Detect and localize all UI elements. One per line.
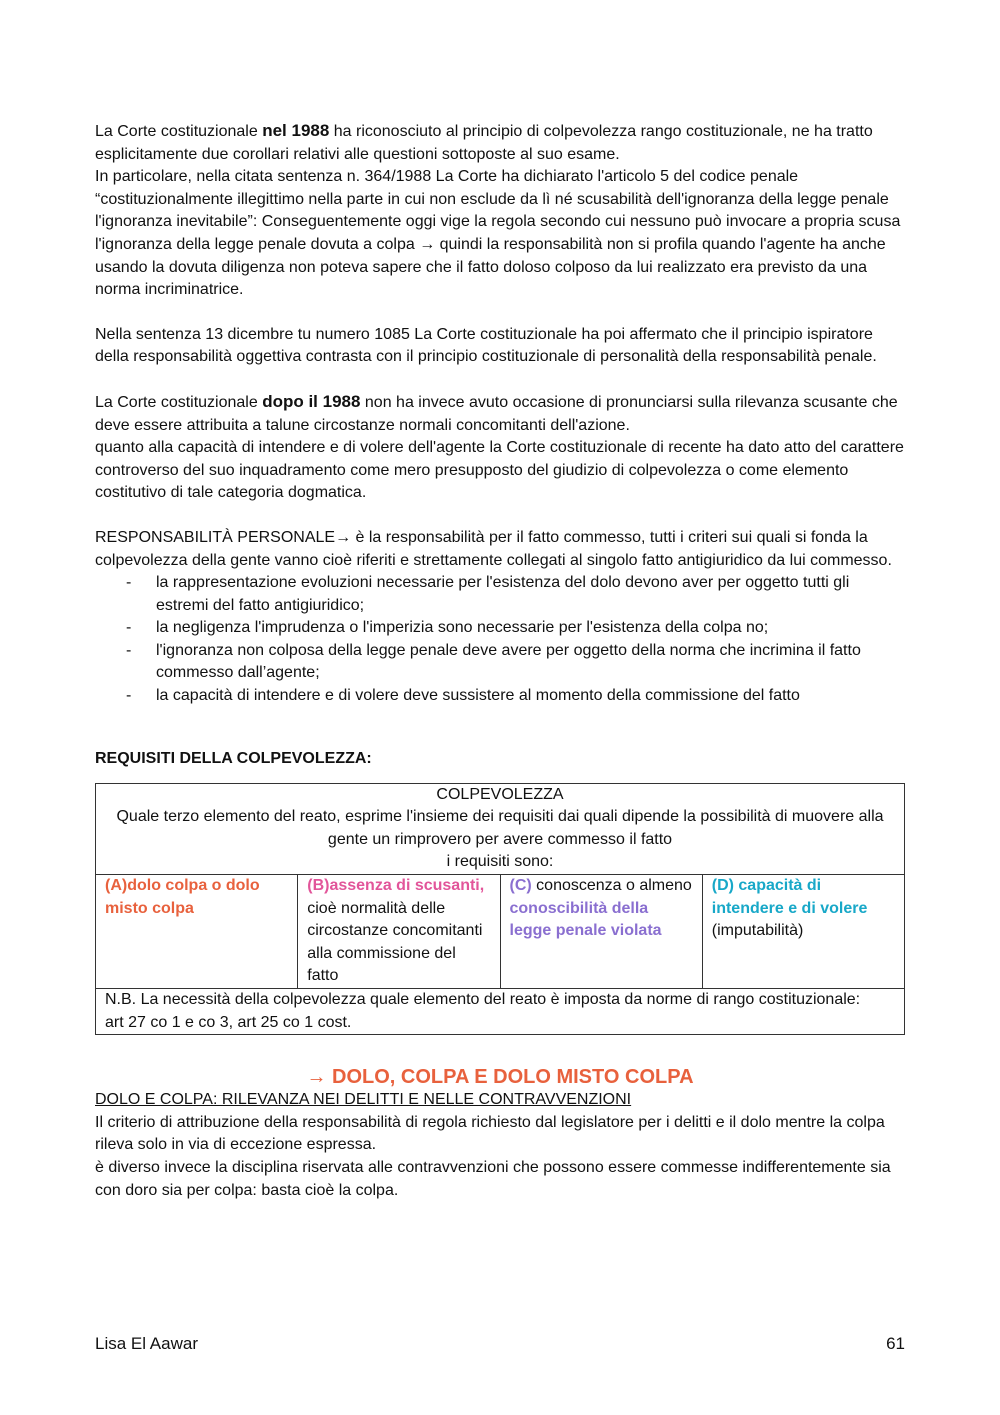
arrow-icon: → <box>419 235 436 253</box>
page-number: 61 <box>886 1334 905 1353</box>
table-row <box>96 989 905 1035</box>
text: (imputabilità) <box>711 922 804 940</box>
requisito-c: conoscibilità della legge penale violata <box>509 899 662 940</box>
nb-articles: art 27 co 1 e co 3, art 25 co 1 cost. <box>105 1013 352 1031</box>
dash-marker: - <box>126 641 132 659</box>
paragraph-responsabilita-personale <box>95 527 905 572</box>
list-item-text: la capacità di intendere e di volere deve sussistere al momento della commissione del fatto <box>156 687 800 705</box>
text: In particolare, nella citata sentenza n. 364/1988 La Corte ha dichiarato l'articolo 5 del codice penale “costituzionalmente illegittimo nella parte in cui non esclude da lì né scusabilità dell'ignoranza della legge penale l'ignoranza inevitabile”: Conseguentemente oggi vige la regola secondo cui nessuno può invocare a propria scusa l'ignoranza della legge penale dovuta a colpa <box>95 168 901 253</box>
text: La Corte costituzionale <box>95 123 263 140</box>
text: RESPONSABILITÀ PERSONALE <box>95 528 336 546</box>
text: La Corte costituzionale <box>95 393 263 411</box>
cell-imputabilita <box>702 875 904 989</box>
document-body <box>95 120 905 1202</box>
requisiti-title: REQUISITI DELLA COLPEVOLEZZA: <box>95 749 372 767</box>
paragraph-corte-1988 <box>95 120 905 166</box>
text: non ha invece avuto occasione di pronunciarsi sulla rilevanza scusante che deve essere attribuita a talune circostanze normali concomitanti dell'azione. <box>95 393 898 434</box>
table-row <box>96 875 905 989</box>
list-item <box>95 617 905 640</box>
table-row <box>96 783 905 874</box>
section-heading-text: DOLO, COLPA E DOLO MISTO COLPA <box>326 1066 694 1089</box>
requisito-b: (B)assenza di scusanti, <box>307 877 485 895</box>
table-head-title: COLPEVOLEZZA <box>436 785 564 803</box>
text: ha riconosciuto al principio di colpevolezza rango costituzionale, ne ha tratto esplicitamente due corollari relativi alle questioni sottoposte al suo esame. <box>95 123 873 163</box>
cell-scusanti <box>298 875 500 989</box>
criteria-list <box>95 572 905 708</box>
paragraph-sentenza-1085: Nella sentenza 13 dicembre tu numero 1085 La Corte costituzionale ha poi affermato che il principio ispiratore della responsabilità oggettiva contrasta con il principio costituzionale di personalità della responsabilità penale. <box>95 325 877 366</box>
table-header-cell <box>96 783 905 874</box>
paragraph-dopo-1988 <box>95 391 905 437</box>
list-item <box>95 685 905 708</box>
dash-marker: - <box>126 619 132 637</box>
text: quindi la responsabilità non si profila quando l'agente ha anche usando la dovuta diligenza non poteva sapere che il fatto doloso colposo da lui realizzato era previsto da una norma incriminatrice. <box>95 235 886 299</box>
list-item <box>95 572 905 617</box>
requisiti-table <box>95 783 905 1036</box>
table-head-desc: Quale terzo elemento del reato, esprime l'insieme dei requisiti dai quali dipende la possibilità di muovere alla gente un rimprovero per avere commesso il fatto <box>116 808 884 848</box>
list-item <box>95 640 905 685</box>
table-head-sub: i requisiti sono: <box>446 853 554 871</box>
list-item-text: la rappresentazione evoluzioni necessarie per l'esistenza del dolo devono aver per oggetto tutti gli estremi del fatto antigiuridico; <box>156 574 850 614</box>
bold-year: nel 1988 <box>262 121 330 140</box>
cell-conoscibilita <box>500 875 702 989</box>
dash-marker: - <box>126 574 132 592</box>
list-item-text: la negligenza l'imprudenza o l'imperizia sono necessarie per l'esistenza della colpa no; <box>156 619 769 637</box>
arrow-icon: → <box>335 528 352 546</box>
section-subheading: DOLO E COLPA: RILEVANZA NEI DELITTI E NELLE CONTRAVVENZIONI <box>95 1091 632 1109</box>
dash-marker: - <box>126 687 132 705</box>
requisito-c-letter: (C) <box>509 877 532 895</box>
arrow-icon: → <box>306 1066 327 1089</box>
requisito-d: (D) capacità di intendere e di volere <box>711 877 868 917</box>
text: cioè normalità delle circostanze concomitanti alla commissione del fatto <box>307 899 483 985</box>
requisito-a: (A)dolo colpa o dolo misto colpa <box>105 877 260 917</box>
paragraph-contravvenzioni: è diverso invece la disciplina riservata alle contravvenzioni che possono essere commesse indifferentemente sia con doro sia per colpa: basta cioè la colpa. <box>95 1158 891 1199</box>
list-item-text: l'ignoranza non colposa della legge penale deve avere per oggetto della norma che incrimina il fatto commesso dall’agente; <box>156 641 861 682</box>
paragraph-criterio: Il criterio di attribuzione della responsabilità di regola richiesto dal legislatore per i delitti e il dolo mentre la colpa rileva solo in via di eccezione espressa. <box>95 1113 885 1154</box>
text: è la responsabilità per il fatto commesso, tutti i criteri sui quali si fonda la colpevolezza della gente vanno cioè riferiti e strettamente collegati al singolo fatto antigiuridico da lui commesso. <box>95 528 892 569</box>
cell-dolo-colpa <box>96 875 298 989</box>
section-heading <box>95 1065 905 1089</box>
text: conoscenza o almeno <box>531 877 692 895</box>
footer-author: Lisa El Aawar <box>95 1334 198 1353</box>
table-nb-cell <box>96 989 905 1035</box>
bold-year: dopo il 1988 <box>262 391 361 411</box>
paragraph-capacita: quanto alla capacità di intendere e di volere dell'agente la Corte costituzionale di recente ha dato atto del carattere controverso del suo inquadramento come mero presupposto del giudizio di colpevolezza o come elemento costitutivo di tale categoria dogmatica. <box>95 439 904 502</box>
nb-text: N.B. La necessità della colpevolezza quale elemento del reato è imposta da norme di rango costituzionale: <box>105 991 861 1008</box>
paragraph-sentenza-364 <box>95 166 905 302</box>
